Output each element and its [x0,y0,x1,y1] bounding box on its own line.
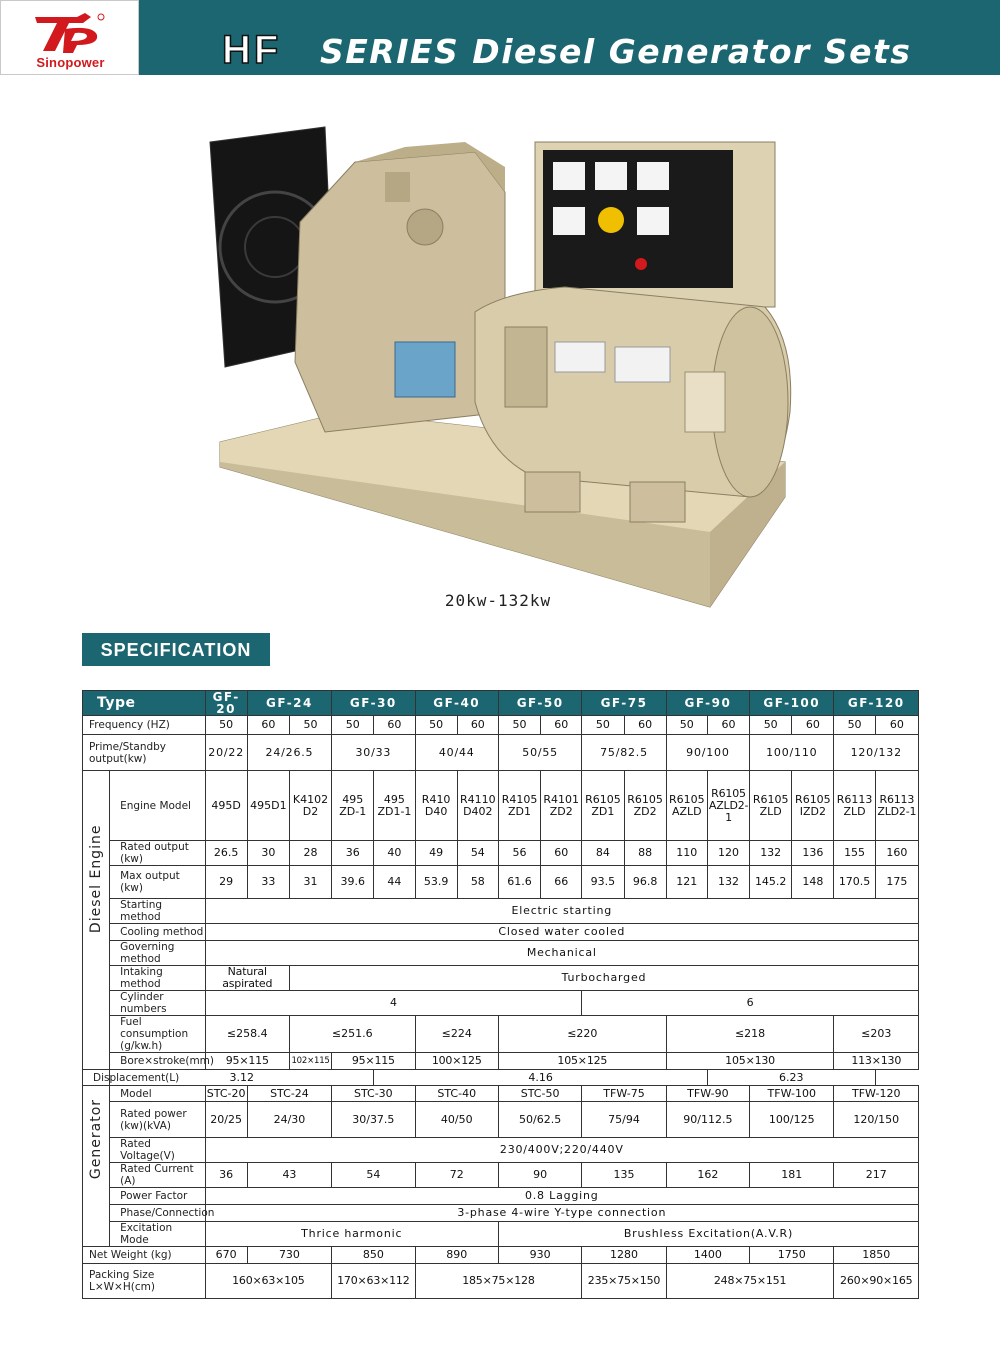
cell: 105×130 [666,1053,834,1070]
cylinder-numbers-row [83,991,919,1016]
cell: R6105 ZD1 [582,771,624,841]
cell: STC-24 [247,1086,331,1102]
row-label: Phase/Connection [110,1205,205,1222]
model-header: GF-50 [498,691,581,716]
type-header-row [83,691,919,716]
cell: 39.6 [332,866,374,899]
cell: 170×63×112 [332,1264,415,1299]
cell: 44 [374,866,415,899]
cell: ≤220 [498,1016,666,1053]
cell: 495D1 [247,771,289,841]
cell: 100/110 [750,735,834,771]
cell: 50 [582,716,624,735]
spec-table [82,690,919,1299]
cell: ≤218 [666,1016,834,1053]
cell: 670 [205,1247,247,1264]
row-label: Engine Model [110,771,205,841]
rated-voltage-row [83,1138,919,1163]
cell: TFW-100 [750,1086,834,1102]
cell: 170.5 [834,866,875,899]
cell: 60 [707,716,749,735]
row-label: Governing method [110,941,205,966]
model-header: GF-24 [247,691,331,716]
cell: 248×75×151 [666,1264,834,1299]
cell: 90 [498,1163,581,1188]
cell: 120 [707,841,749,866]
cell: 60 [875,716,918,735]
cell: 6.23 [707,1070,875,1086]
cell: 88 [624,841,666,866]
cell: 95×115 [205,1053,289,1070]
cell: 43 [247,1163,331,1188]
cell: Natural aspirated [205,966,289,991]
displacement-row [83,1070,919,1086]
cell: 50 [666,716,707,735]
phase-connection-row [83,1205,919,1222]
cell: 30 [247,841,289,866]
rated-current-row [83,1163,919,1188]
cell: 20/22 [205,735,247,771]
cell: 113×130 [834,1053,919,1070]
cell: 58 [457,866,498,899]
cell: Electric starting [205,899,918,924]
cell: 160 [875,841,918,866]
cell: 110 [666,841,707,866]
cell: R6105 IZD2 [792,771,834,841]
cell: 56 [498,841,540,866]
row-label: Model [110,1086,205,1102]
cell: 84 [582,841,624,866]
cell: 0.8 Lagging [205,1188,918,1205]
cell: 24/30 [247,1102,331,1138]
cell: 230/400V;220/440V [205,1138,918,1163]
cell: R4101 ZD2 [541,771,582,841]
cell: 36 [332,841,374,866]
rated-power-row [83,1102,919,1138]
cell: 54 [332,1163,415,1188]
diesel-engine-group [83,771,110,1070]
cell: ≤251.6 [289,1016,415,1053]
cell: 40/44 [415,735,498,771]
cell: 890 [415,1247,498,1264]
cell: 30/33 [332,735,415,771]
cell: 1400 [666,1247,749,1264]
cell: 1850 [834,1247,919,1264]
cell: 3-phase 4-wire Y-type connection [205,1205,918,1222]
cell: Closed water cooled [205,924,918,941]
cell: 30/37.5 [332,1102,415,1138]
cell: 100/125 [750,1102,834,1138]
cell: 40 [374,841,415,866]
cell: 60 [541,716,582,735]
cell: ≤224 [415,1016,498,1053]
cell: 148 [792,866,834,899]
brand-name: Sinopower [36,55,105,70]
intaking-method-row [83,966,919,991]
row-label: Cooling method [110,924,205,941]
row-label: Bore×stroke(mm) [110,1053,205,1070]
cell: 75/94 [582,1102,666,1138]
cooling-method-row [83,924,919,941]
row-label [83,1264,206,1299]
row-label: Rated output (kw) [110,841,205,866]
generator-model-row [83,1086,919,1102]
model-header: GF-75 [582,691,666,716]
cell: 260×90×165 [834,1264,919,1299]
power-factor-row [83,1188,919,1205]
cell: 90/100 [666,735,749,771]
cell: 162 [666,1163,749,1188]
cell: 60 [624,716,666,735]
cell: 26.5 [205,841,247,866]
cell: R6105 ZD2 [624,771,666,841]
cell: 145.2 [750,866,792,899]
model-header: GF-90 [666,691,749,716]
cell: R6105 AZLD [666,771,707,841]
cell: 60 [541,841,582,866]
cell: 66 [541,866,582,899]
sinopower-logo-icon [31,11,111,56]
cell: 24/26.5 [247,735,331,771]
cell: 3.12 [110,1070,374,1086]
row-label: Net Weight (kg) [83,1247,206,1264]
cell: STC-30 [332,1086,415,1102]
generator-photo [205,112,795,607]
cell: 495 ZD-1 [332,771,374,841]
cell: TFW-120 [834,1086,919,1102]
cell: 155 [834,841,875,866]
max-output-row [83,866,919,899]
cell: 185×75×128 [415,1264,582,1299]
cell: 132 [750,841,792,866]
cell: R6113 ZLD [834,771,875,841]
cell: 181 [750,1163,834,1188]
cell: 33 [247,866,289,899]
cell: STC-40 [415,1086,498,1102]
cell: 61.6 [498,866,540,899]
series-code: HF [222,28,282,72]
cell: 90/112.5 [666,1102,749,1138]
cell: 95×115 [332,1053,415,1070]
row-label: Cylinder numbers [110,991,205,1016]
bore-stroke-row [83,1053,919,1070]
row-label: Intaking method [110,966,205,991]
cell: 20/25 [205,1102,247,1138]
row-label: Starting method [110,899,205,924]
cell: 850 [332,1247,415,1264]
cell: Mechanical [205,941,918,966]
cell: 100×125 [415,1053,498,1070]
cell: R6113 ZLD2-1 [875,771,918,841]
frequency-row [83,716,919,735]
cell: 28 [289,841,331,866]
row-label: Fuel consumption (g/kw.h) [110,1016,205,1053]
cell: 50/55 [498,735,581,771]
cell: R4110 D402 [457,771,498,841]
cell: 121 [666,866,707,899]
engine-model-row [83,771,919,841]
cell: STC-50 [498,1086,581,1102]
cell: Brushless Excitation(A.V.R) [498,1222,918,1247]
cell: 36 [205,1163,247,1188]
section-label: SPECIFICATION [82,633,270,666]
cell: 217 [834,1163,919,1188]
rated-output-row [83,841,919,866]
cell: 495D [205,771,247,841]
cell: 50 [750,716,792,735]
cell: Turbocharged [289,966,918,991]
cell: TFW-75 [582,1086,666,1102]
cell: 60 [792,716,834,735]
cell: 105×125 [498,1053,666,1070]
packing-size-row [83,1264,919,1299]
cell: 50/62.5 [498,1102,581,1138]
cell: 60 [247,716,289,735]
cell: K4102 D2 [289,771,331,841]
starting-method-row [83,899,919,924]
cell: 730 [247,1247,331,1264]
cell: 120/150 [834,1102,919,1138]
cell: 132 [707,866,749,899]
cell: R410 D40 [415,771,457,841]
cell: 1280 [582,1247,666,1264]
model-header: GF-120 [834,691,919,716]
generator-group [83,1086,110,1247]
row-label: Frequency (HZ) [83,716,206,735]
cell: 136 [792,841,834,866]
row-label: Max output (kw) [110,866,205,899]
model-header: GF-20 [205,691,247,716]
net-weight-row [83,1247,919,1264]
cell: 235×75×150 [582,1264,666,1299]
cell: 50 [498,716,540,735]
cell: ≤203 [834,1016,919,1053]
cell: 1750 [750,1247,834,1264]
row-label: Excitation Mode [110,1222,205,1247]
cell: 50 [834,716,875,735]
cell: 175 [875,866,918,899]
cell: R6105 AZLD2-1 [707,771,749,841]
cell: 72 [415,1163,498,1188]
page-title: SERIES Diesel Generator Sets [320,32,912,71]
cell: 29 [205,866,247,899]
cell: ≤258.4 [205,1016,289,1053]
row-label: Rated power (kw)(kVA) [110,1102,205,1138]
row-label: Rated Current (A) [110,1163,205,1188]
cell: 50 [415,716,457,735]
cell: R4105 ZD1 [498,771,540,841]
cell: 49 [415,841,457,866]
cell: 96.8 [624,866,666,899]
cell: 60 [374,716,415,735]
cell: 54 [457,841,498,866]
packing-size-label: Packing Size [89,1269,155,1281]
type-label: Type [83,691,206,716]
cell: 60 [457,716,498,735]
row-label: Displacement(L) [83,1070,110,1086]
cell: 4.16 [374,1070,708,1086]
model-header: GF-30 [332,691,415,716]
cell: 120/132 [834,735,919,771]
model-header: GF-40 [415,691,498,716]
group-label: Generator [88,1098,105,1180]
row-label: Rated Voltage(V) [110,1138,205,1163]
cell: R6105 ZLD [750,771,792,841]
cell: 53.9 [415,866,457,899]
packing-size-sublabel: L×W×H(cm) [89,1281,155,1293]
brand-logo [0,0,139,75]
photo-caption: 20kw-132kw [444,591,552,610]
cell: 50 [289,716,331,735]
model-header: GF-100 [750,691,834,716]
cell: 4 [205,991,582,1016]
cell: 930 [498,1247,581,1264]
cell: 50 [205,716,247,735]
cell: 6 [582,991,919,1016]
cell: 135 [582,1163,666,1188]
cell: STC-20 [206,1086,246,1100]
cell: TFW-90 [666,1086,749,1102]
cell: 40/50 [415,1102,498,1138]
cell: 495 ZD1-1 [374,771,415,841]
cell: 75/82.5 [582,735,666,771]
fuel-consumption-row [83,1016,919,1053]
cell: 93.5 [582,866,624,899]
row-label: Power Factor [110,1188,205,1205]
row-label: Prime/Standby output(kw) [83,735,206,771]
cell: 31 [289,866,331,899]
cell: 50 [332,716,374,735]
prime-standby-row [83,735,919,771]
cell: 160×63×105 [205,1264,332,1299]
group-label: Diesel Engine [88,824,105,934]
governing-method-row [83,941,919,966]
cell: Thrice harmonic [205,1222,498,1247]
cell: 102×115 [289,1053,331,1070]
excitation-mode-row [83,1222,919,1247]
